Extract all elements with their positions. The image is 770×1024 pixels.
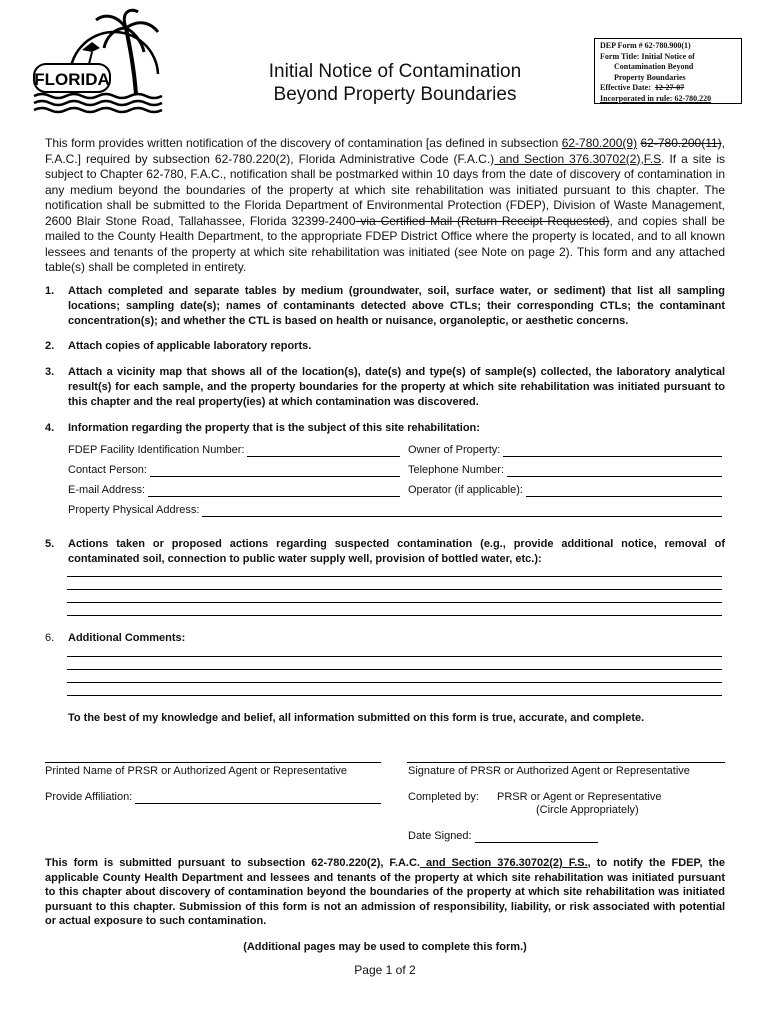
date-signed-line[interactable] xyxy=(475,832,598,843)
additional-pages-note: (Additional pages may be used to complete this form.) xyxy=(243,941,527,953)
effective-date-value: 12-27-07 xyxy=(654,83,685,92)
item-text: Attach completed and separate tables by medium (groundwater, soil, surface water, or sediment) that list all sampling locations; sampling date(s); names of contaminants detected above CTLs; their corresponding CTLs; the contaminant concentration(s); and whether the CTL is based on health or nuisance, organoleptic, or aesthetic concerns. xyxy=(68,285,725,327)
intro-paragraph xyxy=(45,136,725,276)
form-title-line-2: Contamination Beyond xyxy=(614,62,694,71)
pursuant-paragraph xyxy=(45,856,725,929)
operator-field[interactable] xyxy=(408,483,722,497)
email-label: E-mail Address: xyxy=(68,484,146,496)
florida-dep-logo xyxy=(30,8,170,114)
effective-date-label: Effective Date: xyxy=(600,83,651,92)
address-field[interactable] xyxy=(68,503,722,517)
intro-text-2: , F.A.C.] required by subsection 62-780.220(2), Florida Administrative Code (F.A.C.) xyxy=(45,136,726,166)
item-number: 5. xyxy=(45,538,55,550)
facility-id-label: FDEP Facility Identification Number: xyxy=(68,444,245,456)
item-text: Actions taken or proposed actions regarding suspected contamination (e.g., provide additional notice, removal of contaminated soil, connection to public water supply well, provision of bottled water, etc.): xyxy=(68,538,725,565)
item-2 xyxy=(45,339,725,354)
item-5-answer-line[interactable] xyxy=(67,589,722,590)
telephone-label: Telephone Number: xyxy=(408,464,505,476)
form-title-line-1: Form Title: Initial Notice of xyxy=(600,51,695,61)
affiliation-field[interactable] xyxy=(45,790,381,804)
item-number: 6. xyxy=(45,632,55,644)
comments-line[interactable] xyxy=(67,682,722,683)
item-text: Information regarding the property that is the subject of this site rehabilitation: xyxy=(68,422,480,434)
facility-id-line[interactable] xyxy=(247,446,400,457)
title-line-1: Initial Notice of Contamination xyxy=(268,61,522,82)
item-5-answer-line[interactable] xyxy=(67,602,722,603)
pursuant-text-1: This form is submitted pursuant to subsection 62-780.220(2), F.A.C. xyxy=(45,857,420,869)
certification-statement: To the best of my knowledge and belief, all information submitted on this form is true, accurate, and complete. xyxy=(68,712,645,724)
comments-line[interactable] xyxy=(67,695,722,696)
signature-label: Signature of PRSR or Authorized Agent or Representative xyxy=(408,765,690,777)
effective-date xyxy=(600,83,736,94)
owner-field[interactable] xyxy=(408,443,722,457)
circle-note: (Circle Appropriately) xyxy=(536,804,639,816)
intro-struck-mail: via Certified Mail (Return Receipt Requested) xyxy=(355,213,610,228)
item-number: 3. xyxy=(45,366,55,378)
telephone-field[interactable] xyxy=(408,463,722,477)
item-6 xyxy=(45,631,725,646)
signature-line[interactable] xyxy=(407,762,725,763)
contact-field[interactable] xyxy=(68,463,400,477)
email-field[interactable] xyxy=(68,483,400,497)
pursuant-text-2: , to notify the FDEP, the applicable County Health Department and lessees and tenants of the property at which site rehabilitation was initiated pursuant to this chapter about discovery of contamination beyond the boundaries of the property at which site rehabilitation was initiated pursuant to this chapter. Submission of this form is not an admission of responsibility, liability, or risk associated with potential or actual exposure to such contamination. xyxy=(45,857,725,927)
affiliation-label: Provide Affiliation: xyxy=(45,791,133,803)
owner-label: Owner of Property: xyxy=(408,444,501,456)
operator-line[interactable] xyxy=(526,486,722,497)
address-line[interactable] xyxy=(202,506,722,517)
page-title xyxy=(240,60,550,106)
email-line[interactable] xyxy=(148,486,400,497)
logo-text: FLORIDA xyxy=(34,70,110,89)
item-5-answer-line[interactable] xyxy=(67,615,722,616)
item-5 xyxy=(45,537,725,567)
item-number: 4. xyxy=(45,422,55,434)
intro-and-section: and Section 376.30702(2),F.S xyxy=(494,151,662,166)
comments-line[interactable] xyxy=(67,669,722,670)
address-label: Property Physical Address: xyxy=(68,504,200,516)
form-title-line-3: Property Boundaries xyxy=(614,72,686,82)
incorporated-in-rule: Incorporated in rule: 62-780.220 xyxy=(600,93,712,103)
form-number: DEP Form # 62-780.900(1) xyxy=(600,41,691,50)
item-5-answer-line[interactable] xyxy=(67,576,722,577)
item-text: Attach a vicinity map that shows all of the location(s), date(s) and type(s) of sample(s) collected, the laboratory analytical result(s) for each sample, and the property boundaries for the property at which site rehabilitation was initiated pursuant to this chapter and the real property(ies) at which contamination was discovered. xyxy=(68,366,725,408)
comments-line[interactable] xyxy=(67,656,722,657)
contact-line[interactable] xyxy=(150,466,400,477)
completed-by-label: Completed by: xyxy=(408,791,479,803)
item-number: 1. xyxy=(45,285,55,297)
printed-name-line[interactable] xyxy=(45,762,381,763)
operator-label: Operator (if applicable): xyxy=(408,484,523,496)
completed-by-options[interactable]: PRSR or Agent or Representative xyxy=(497,791,662,803)
item-3 xyxy=(45,365,725,410)
date-signed-field[interactable] xyxy=(408,829,598,843)
pursuant-and-section: and Section 376.30702(2) F.S. xyxy=(419,857,588,869)
telephone-line[interactable] xyxy=(507,466,722,477)
date-signed-label: Date Signed: xyxy=(408,830,472,842)
form-info-box xyxy=(594,38,742,104)
affiliation-line[interactable] xyxy=(135,793,381,804)
intro-ref-new: 62-780.200(9) xyxy=(561,136,638,150)
intro-text-4: , and copies shall be mailed to the County Health Department, to the appropriate FDEP District Office where the property is located, and to all known lessees and tenants of the property at which site rehabilitation was initiated (see Note on page 2). This form and any attached table(s) shall be completed in entirety. xyxy=(45,213,725,274)
owner-line[interactable] xyxy=(503,446,722,457)
intro-ref-old: 62-780.200(11) xyxy=(640,136,722,150)
item-text: Attach copies of applicable laboratory reports. xyxy=(68,340,312,352)
title-line-2: Beyond Property Boundaries xyxy=(273,84,517,105)
page-number: Page 1 of 2 xyxy=(354,963,416,977)
contact-label: Contact Person: xyxy=(68,464,147,476)
intro-text-1: This form provides written notification of the discovery of contamination [as defined in subsection xyxy=(45,136,559,150)
printed-name-label: Printed Name of PRSR or Authorized Agent or Representative xyxy=(45,765,348,777)
item-4 xyxy=(45,421,725,436)
intro-text-3: . If a site is subject to Chapter 62-780, F.A.C., notification shall be postmarked within 10 days from the date of discovery of contamination in any medium beyond the boundaries of the property at which site rehabilitation was initiated pursuant to this chapter. The notification shall be submitted to the Florida Department of Environmental Protection (FDEP), Division of Waste Management, 2600 Blair Stone Road, Tallahassee, Florida 32399-2400 xyxy=(45,151,725,228)
item-text: Additional Comments: xyxy=(68,632,186,644)
facility-id-field[interactable] xyxy=(68,443,400,457)
item-1 xyxy=(45,284,725,329)
item-number: 2. xyxy=(45,340,55,352)
